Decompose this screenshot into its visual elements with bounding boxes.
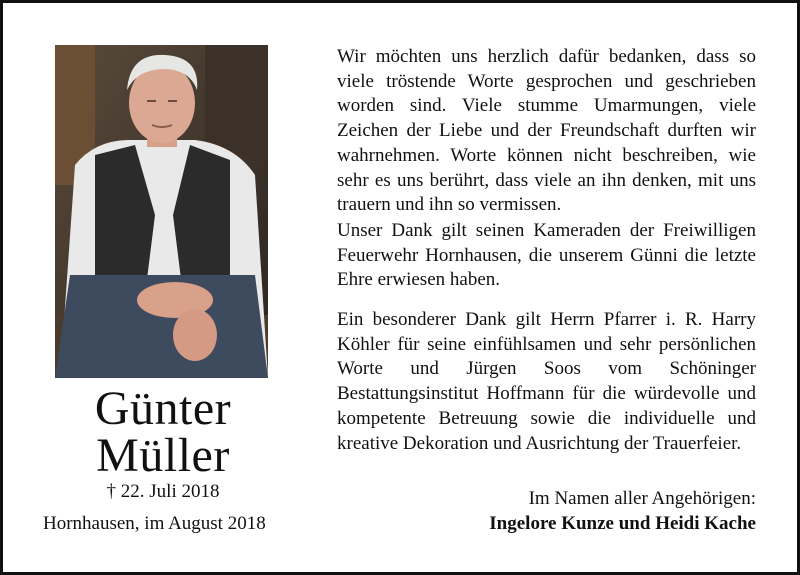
thanks-paragraph-2: Unser Dank gilt seinen Kameraden der Freiwilligen Feuerwehr Hornhausen, die unserem Günni die letzte Ehre erwiesen haben. [337, 220, 756, 291]
signature-intro: Im Namen aller Angehörigen: [528, 488, 756, 509]
portrait-illustration [55, 45, 268, 378]
thanks-paragraph-3: Ein besonderer Dank gilt Herrn Pfarrer i. R. Harry Köhler für seine einfühlsamen und sehr persönlichen Worte und Jürgen Soos vom Schöninger Bestattungsinstitut Hoffmann für die würdevolle und kompetente Betreuung sowie die individuelle und kreative Dekoration und Ausrichtung der Trauerfeier. [337, 309, 756, 454]
thanks-paragraph-1: Wir möchten uns herzlich dafür bedanken, dass so viele tröstende Worte gesprochen und geschrieben worden sind. Viele stumme Umarmungen, viele Zeichen der Liebe und der Freundschaft durften wir wahrnehmen. Worte können nicht beschreiben, wie sehr es uns berührt, dass viele an ihn denken, mit uns trauern und ihn so vermissen. [337, 46, 756, 216]
portrait-photo [55, 45, 268, 378]
deceased-last-name: Müller [96, 429, 230, 482]
deceased-first-name: Günter [94, 382, 232, 435]
signature-names: Ingelore Kunze und Heidi Kache [489, 513, 756, 534]
death-date: † 22. Juli 2018 [106, 481, 220, 502]
place-and-date: Hornhausen, im August 2018 [43, 513, 266, 534]
